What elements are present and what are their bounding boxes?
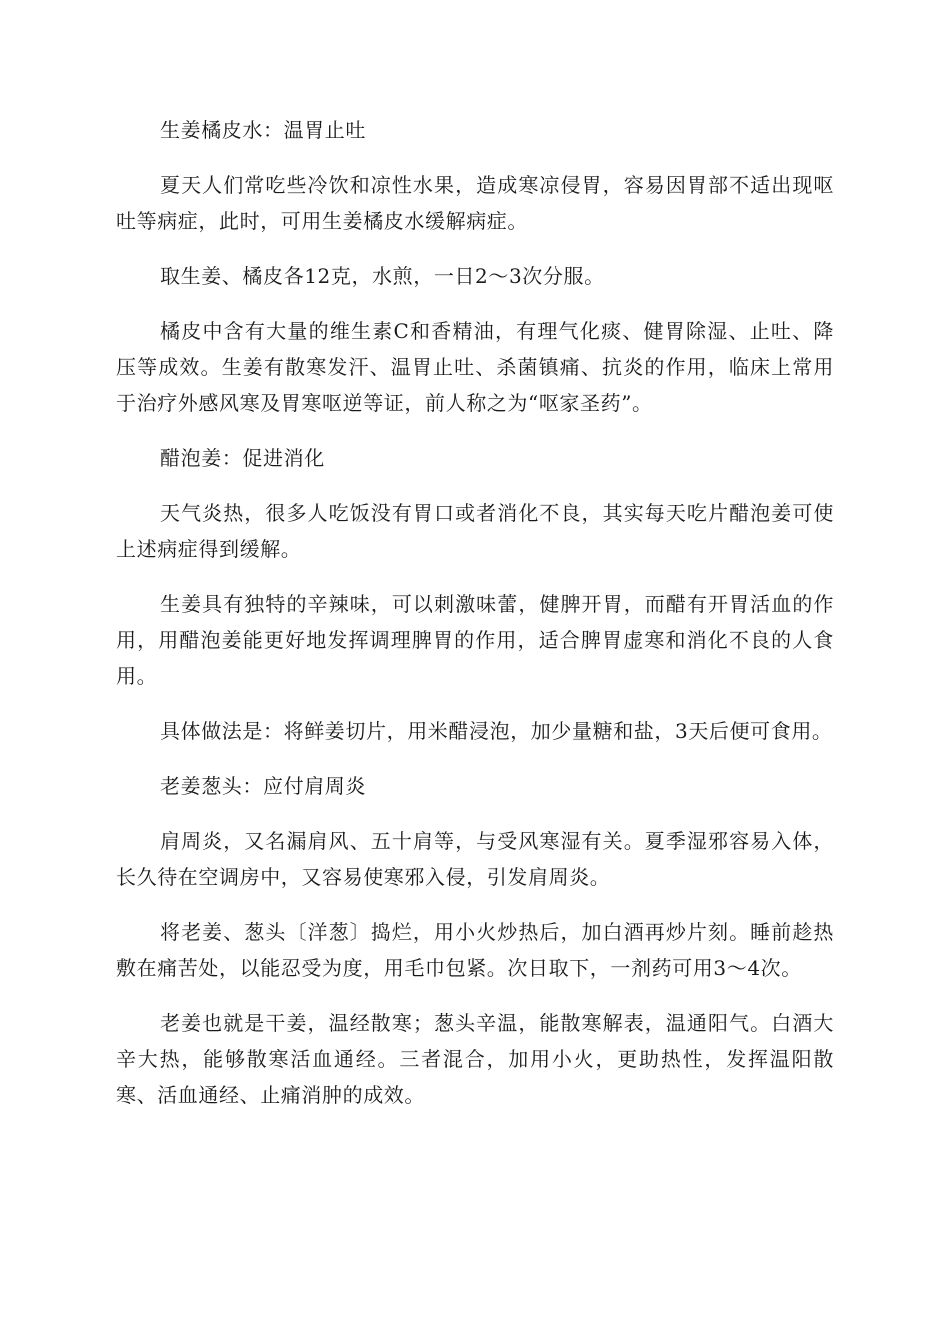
section-heading-old-ginger-onion: 老姜葱头：应付肩周炎 — [160, 774, 366, 798]
paragraph-ginger-vinegar-effects: 生姜具有独特的辛辣味，可以刺激味蕾，健脾开胃，而醋有开胃活血的作用，用醋泡姜能更好地发挥调理脾胃的作用，适合脾胃虚寒和消化不良的人食用。 — [116, 592, 834, 688]
section-heading-vinegar-ginger: 醋泡姜：促进消化 — [160, 446, 325, 470]
paragraph-frozen-shoulder: 肩周炎，又名漏肩风、五十肩等，与受风寒湿有关。夏季湿邪容易入体，长久待在空调房中，又容易使寒邪入侵，引发肩周炎。 — [116, 829, 834, 889]
section-heading-ginger-orange-peel: 生姜橘皮水：温胃止吐 — [160, 118, 366, 142]
paragraph-poor-appetite: 天气炎热，很多人吃饭没有胃口或者消化不良，其实每天吃片醋泡姜可使上述病症得到缓解。 — [116, 501, 834, 561]
document-body — [116, 112, 834, 1132]
paragraph-ingredients-effects: 老姜也就是干姜，温经散寒；葱头辛温，能散寒解表，温通阳气。白酒大辛大热，能够散寒活血通经。三者混合，加用小火，更助热性，发挥温阳散寒、活血通经、止痛消肿的成效。 — [116, 1011, 834, 1107]
paragraph-recipe-dosage: 取生姜、橘皮各12克，水煎，一日2～3次分服。 — [160, 264, 605, 288]
paragraph-orange-peel-effects: 橘皮中含有大量的维生素C和香精油，有理气化痰、健胃除湿、止吐、降压等成效。生姜有散寒发汗、温胃止吐、杀菌镇痛、抗炎的作用，临床上常用于治疗外感风寒及胃寒呕逆等证，前人称之为“呕家圣药”。 — [116, 319, 834, 415]
paragraph-compress-method: 将老姜、葱头〔洋葱〕捣烂，用小火炒热后，加白酒再炒片刻。睡前趁热敷在痛苦处，以能忍受为度，用毛巾包紧。次日取下，一剂药可用3～4次。 — [116, 920, 834, 980]
paragraph-preparation-method: 具体做法是：将鲜姜切片，用米醋浸泡，加少量糖和盐，3天后便可食用。 — [160, 719, 833, 743]
paragraph-summer-vomiting: 夏天人们常吃些冷饮和凉性水果，造成寒凉侵胃，容易因胃部不适出现呕吐等病症，此时，可用生姜橘皮水缓解病症。 — [116, 173, 834, 233]
